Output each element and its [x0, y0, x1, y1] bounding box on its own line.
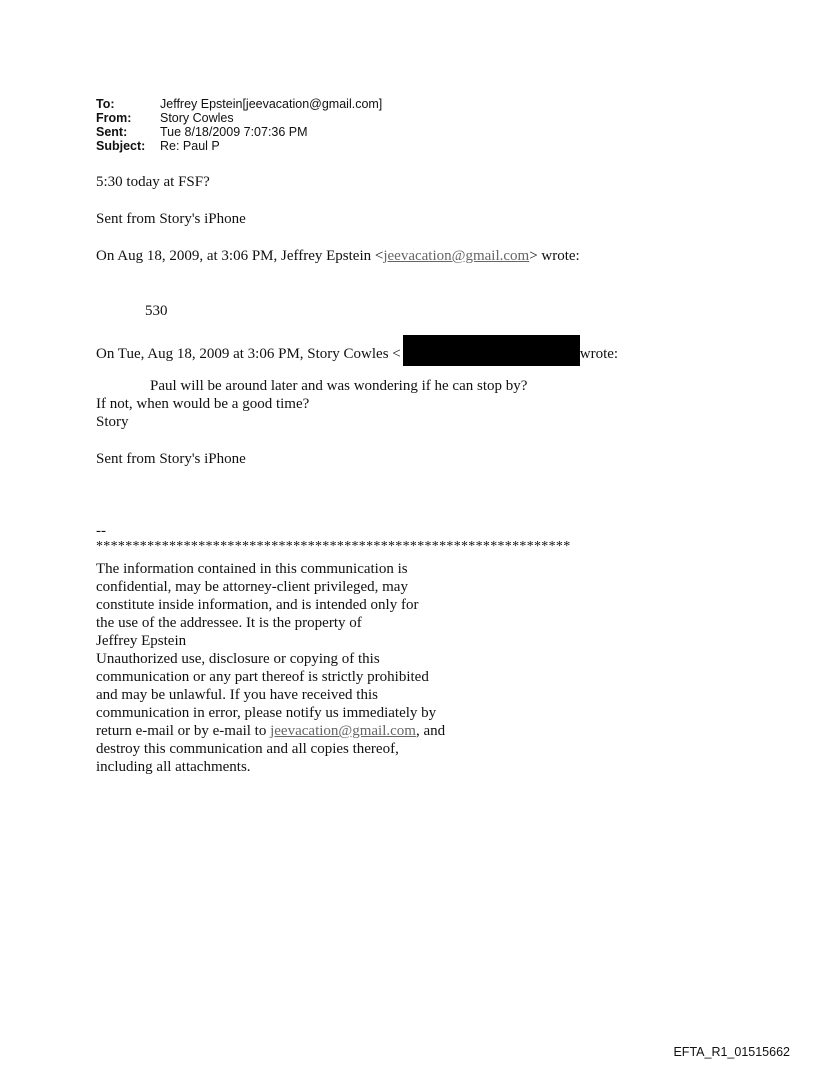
disclaimer-line: destroy this communication and all copies thereof,: [96, 741, 399, 757]
to-value: Jeffrey Epstein[jeevacation@gmail.com]: [160, 97, 383, 111]
email-link[interactable]: jeevacation@gmail.com: [383, 248, 530, 264]
disclaimer-line: the use of the addressee. It is the property of: [96, 615, 362, 631]
from-row: [96, 111, 382, 125]
disclaimer-return-line: [96, 722, 445, 740]
redaction-box: [403, 335, 580, 366]
from-label: From:: [96, 111, 132, 125]
sent-value: Tue 8/18/2009 7:07:36 PM: [160, 125, 308, 139]
quote-header-1-suffix: > wrote:: [529, 248, 580, 264]
sent-row: [96, 125, 382, 139]
disclaimer-line: communication in error, please notify us immediately by: [96, 705, 437, 721]
disclaimer-line: The information contained in this communication is: [96, 561, 408, 577]
message-line: 5:30 today at FSF?: [96, 174, 210, 190]
quoted-message-line-3: Story: [96, 414, 129, 430]
to-row: [96, 97, 382, 111]
subject-row: [96, 139, 382, 153]
signature-line-2: Sent from Story's iPhone: [96, 451, 246, 467]
reply-text: 530: [145, 303, 168, 319]
quote-header-1: [96, 247, 580, 265]
quoted-message-line-2: If not, when would be a good time?: [96, 396, 310, 412]
quoted-message-line-1: Paul will be around later and was wondering if he can stop by?: [150, 378, 528, 394]
disclaimer-line: Jeffrey Epstein: [96, 633, 187, 649]
subject-label: Subject:: [96, 139, 146, 153]
document-id: EFTA_R1_01515662: [673, 1045, 790, 1059]
disclaimer-line: communication or any part thereof is strictly prohibited: [96, 669, 429, 685]
quote-header-2-prefix: On Tue, Aug 18, 2009 at 3:06 PM, Story Cowles <: [96, 345, 401, 362]
disclaimer-block: [96, 560, 445, 776]
disclaimer-stars: *****************************************************************: [96, 539, 571, 554]
from-value: Story Cowles: [160, 111, 234, 125]
disclaimer-email-link[interactable]: jeevacation@gmail.com: [270, 723, 416, 739]
disclaimer-line: including all attachments.: [96, 759, 251, 775]
return-prefix: return e-mail or by e-mail to: [96, 723, 271, 739]
disclaimer-line: Unauthorized use, disclosure or copying of this: [96, 651, 380, 667]
signature-line: Sent from Story's iPhone: [96, 211, 246, 227]
disclaimer-line: constitute inside information, and is intended only for: [96, 597, 419, 613]
to-label: To:: [96, 97, 115, 111]
disclaimer-line: and may be unlawful. If you have received this: [96, 687, 378, 703]
subject-value: Re: Paul P: [160, 139, 220, 153]
quote-header-1-prefix: On Aug 18, 2009, at 3:06 PM, Jeffrey Epstein <: [96, 248, 384, 264]
return-suffix: , and: [415, 723, 446, 739]
disclaimer-dashes: --: [96, 523, 106, 539]
email-header: [96, 97, 382, 153]
disclaimer-line: confidential, may be attorney-client privileged, may: [96, 579, 408, 595]
sent-label: Sent:: [96, 125, 128, 139]
quote-header-2: [96, 339, 618, 370]
quote-header-2-suffix: wrote:: [579, 345, 619, 362]
